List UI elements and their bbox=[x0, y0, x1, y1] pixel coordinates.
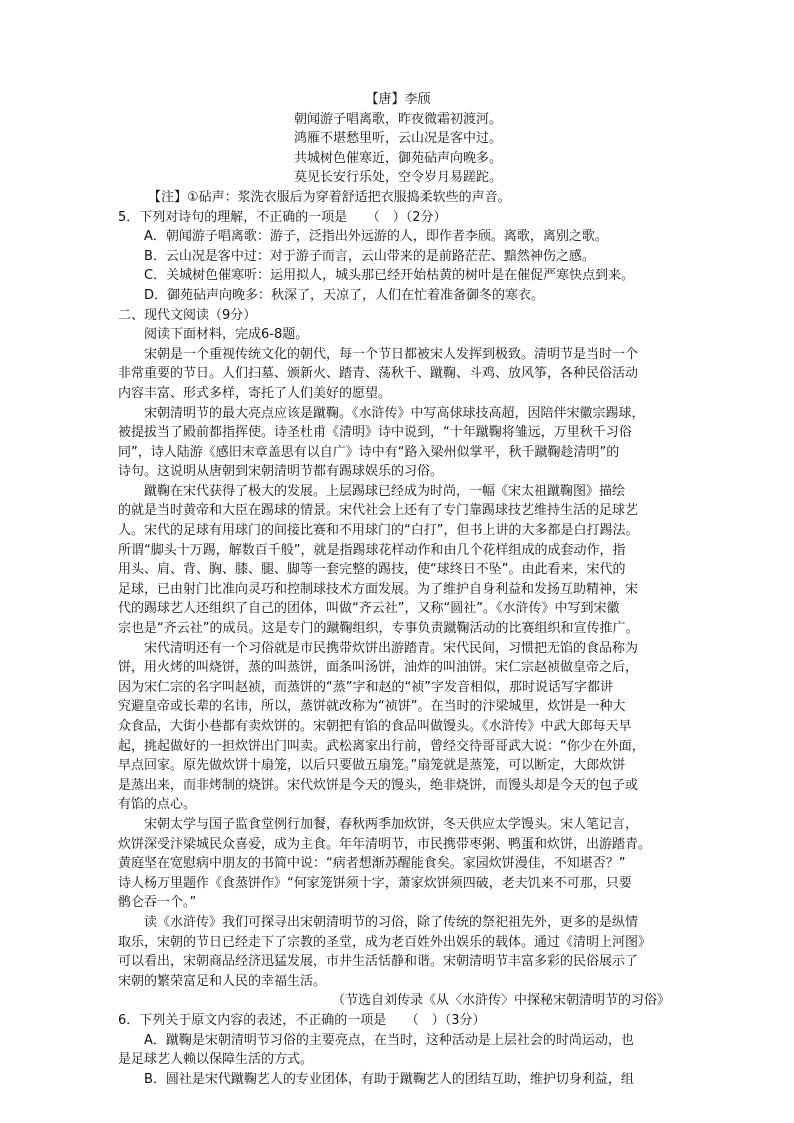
passage-line: 用头、肩、背、胸、膝、腿、脚等一套完整的踢技，使“球终日不坠”。由此看来，宋代的 bbox=[118, 562, 626, 578]
passage-line: 鹘仑吞一个。” bbox=[118, 895, 197, 911]
passage-line: 足球，已由射门比准向灵巧和控制球技术方面发展。为了维护自身利益和发扬互助精神，宋 bbox=[118, 581, 639, 597]
poem-line-1: 朝闻游子唱离歌，昨夜微霜初渡河。 bbox=[293, 111, 502, 127]
passage-line: 诗人杨万里题作《食蒸饼作》“何家笼饼须十字，萧家炊饼须四破，老夫饥来不可那，只要 bbox=[118, 875, 632, 891]
poem-line-2: 鸿雁不堪愁里听，云山况是客中过。 bbox=[293, 131, 502, 147]
passage-line: 饼，用火烤的叫烧饼，蒸的叫蒸饼，面条叫汤饼，油炸的叫油饼。宋仁宗赵祯做皇帝之后， bbox=[118, 660, 639, 676]
q5-option-d: D．御苑砧声向晚多：秋深了，天凉了，人们在忙着准备御冬的寒衣。 bbox=[144, 287, 545, 303]
passage-line: 宗也是“齐云社”的成员。这是专门的蹴鞠组织，专事负责蹴鞠活动的比赛组织和宣传推广。 bbox=[118, 621, 639, 637]
q6-option-a-line-2: 是足球艺人赖以保障生活的方式。 bbox=[118, 1052, 314, 1068]
passage-line: 非常重要的节日。人们扫墓、颁新火、踏青、荡秋千、蹴鞠、斗鸡、放风筝，各种民俗活动 bbox=[118, 366, 639, 382]
passage-line: 早点回家。原先做炊饼十扇笼，以后只要做五扇笼。”扇笼就是蒸笼，可以断定，大郎炊饼 bbox=[118, 758, 626, 774]
passage-line: 读《水浒传》我们可探寻出宋朝清明节的习俗，除了传统的祭祀祖先外，更多的是纵情 bbox=[144, 914, 639, 930]
passage-line: 人。宋代的足球有用球门的间接比赛和不用球门的“白打”，但书上讲的大多都是白打踢法。 bbox=[118, 523, 639, 539]
passage-line: 所谓“脚头十万踢，解数百千般”，就是指踢球花样动作和由几个花样组成的成套动作，指 bbox=[118, 542, 626, 558]
passage-source: （节选自刘传录《从〈水浒传〉中探秘宋朝清明节的习俗》 bbox=[331, 993, 670, 1009]
passage-line: 可以看出，宋朝商品经济迅猛发展，市井生活恬静和谐。宋朝清明节丰富多彩的民俗展示了 bbox=[118, 954, 639, 970]
q6-stem: 6．下列关于原文内容的表述，不正确的一项是 （ ）（3分） bbox=[118, 1012, 486, 1028]
q5-option-b: B．云山况是客中过：对于游子而言，云山带来的是前路茫茫、黯然神伤之感。 bbox=[144, 248, 595, 264]
reading-instruction: 阅读下面材料，完成6-8题。 bbox=[144, 327, 309, 343]
q6-option-b: B．圆社是宋代蹴鞠艺人的专业团体，有助于蹴鞠艺人的团结互助，维护切身利益，组 bbox=[144, 1071, 634, 1087]
passage-line: 代的踢球艺人还组织了自己的团体，叫做“齐云社”，又称“圆社”。《水浒传》中写到宋徽 bbox=[118, 601, 620, 617]
passage-line: 黄庭坚在宽慰病中朋友的书简中说：“病者想渐苏醒能食矣。家园炊饼漫佳，不知堪否？” bbox=[118, 856, 626, 872]
section-heading: 二、现代文阅读（9分） bbox=[118, 307, 257, 323]
passage-line: 诗句。这说明从唐朝到宋朝清明节都有踢球娱乐的习俗。 bbox=[118, 464, 444, 480]
passage-line: 有馅的点心。 bbox=[118, 797, 197, 813]
passage-line: 究避皇帝或长辈的名讳，所以，蒸饼就改称为“祯饼”。在当时的汴梁城里，炊饼是一种大 bbox=[118, 699, 626, 715]
passage-line: 宋朝清明节的最大亮点应该是蹴鞠。《水浒传》中写高俅球技高超，因陪伴宋徽宗踢球， bbox=[144, 405, 645, 421]
passage-line: 宋代清明还有一个习俗就是市民携带炊饼出游踏青。宋代民间，习惯把无馅的食品称为 bbox=[144, 640, 639, 656]
passage-line: 被提拔当了殿前都指挥使。诗圣杜甫《清明》诗中说到，“十年蹴鞠将雏远，万里秋千习俗 bbox=[118, 425, 632, 441]
q5-option-a: A．朝闻游子唱离歌：游子，泛指出外远游的人，即作者李颀。离歌，离别之歌。 bbox=[144, 229, 608, 245]
passage-line: 蹴鞠在宋代获得了极大的发展。上层踢球已经成为时尚，一幅《宋太祖蹴鞠图》描绘 bbox=[144, 483, 626, 499]
passage-line: 众食品，大街小巷都有卖炊饼的。宋朝把有馅的食品叫做馒头。《水浒传》中武大郎每天早 bbox=[118, 719, 632, 734]
passage-line: 起，挑起做好的一担炊饼出门叫卖。武松离家出行前，曾经交待哥哥武大说：“你少在外面， bbox=[118, 738, 645, 754]
poem-line-3: 共城树色催寒近，御苑砧声向晚多。 bbox=[293, 150, 502, 166]
passage-line: 宋朝的繁荣富足和人民的幸福生活。 bbox=[118, 973, 327, 989]
passage-line: 是蒸出来，而非烤制的烧饼。宋代炊饼是今天的馒头，绝非烧饼，而馒头却是今天的包子或 bbox=[118, 777, 639, 793]
passage-line: 的就是当时黄帝和大臣在踢球的情景。宋代社会上还有了专门靠踢球技艺维持生活的足球艺 bbox=[118, 503, 639, 519]
poem-note: 【注】①砧声：浆洗衣服后为穿着舒适把衣服捣柔软些的声音。 bbox=[148, 189, 511, 205]
passage-line: 取乐，宋朝的节日已经走下了宗教的圣堂，成为老百姓外出娱乐的载体。通过《清明上河图》 bbox=[118, 934, 652, 950]
q5-option-c: C．关城树色催寒听：运用拟人，城头那已经开始枯黄的树叶是在催促严寒快点到来。 bbox=[144, 268, 635, 284]
passage-line: 内容丰富、形式多样，寄托了人们美好的愿望。 bbox=[118, 385, 392, 401]
passage-line: 宋朝是一个重视传统文化的朝代，每一个节日都被宋人发挥到极致。清明节是当时一个 bbox=[144, 346, 639, 362]
passage-line: 宋朝太学与国子监食堂例行加餐，春秋两季加炊饼，冬天供应太学馒头。宋人笔记言， bbox=[144, 816, 639, 832]
q6-option-a-line-1: A．蹴鞠是宋朝清明节习俗的主要亮点，在当时，这种活动是上层社会的时尚运动，也 bbox=[144, 1032, 634, 1048]
document-page bbox=[118, 90, 678, 1089]
poem-line-4: 莫见长安行乐处，空令岁月易蹉跎。 bbox=[293, 170, 502, 186]
passage-line: 炊饼深受汴梁城民众喜爱，成为主食。年年清明节，市民携带枣粥、鸭蛋和炊饼，出游踏青。 bbox=[118, 836, 652, 852]
passage-line: 因为宋仁宗的名字叫赵祯，而蒸饼的“蒸”字和赵的“祯”字发音相似，那时说话写字都讲 bbox=[118, 679, 613, 695]
passage-line: 同”，诗人陆游《感旧末章盖思有以自广》诗中有“路入梁州似掌平，秋千蹴鞠趁清明”的 bbox=[118, 444, 620, 460]
q5-stem: 5．下列对诗句的理解，不正确的一项是 （ ）（2分） bbox=[118, 209, 447, 225]
poem-author: 【唐】李颀 bbox=[365, 92, 431, 107]
